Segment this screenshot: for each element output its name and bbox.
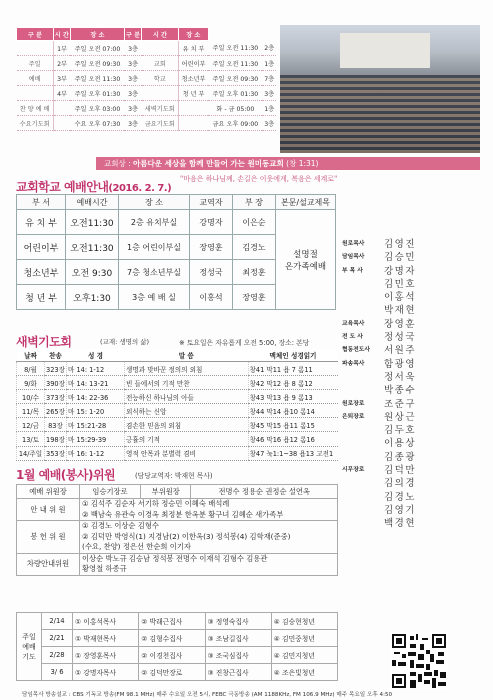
school-cell-place: 2층 유치부실: [119, 210, 190, 235]
dawn-row: [17, 446, 339, 460]
staff-role: [342, 424, 384, 437]
prayer-label: 주일 예배 기도: [17, 613, 42, 681]
staff-row: [342, 411, 482, 424]
dawn-cell-bible: 마 14: 13-21: [67, 376, 125, 390]
staff-name: 정서욱: [384, 371, 417, 383]
volunteer-row: [17, 521, 338, 554]
staff-name: 김민호: [384, 278, 417, 290]
congregation-rows: [280, 75, 480, 153]
service-cell: [178, 101, 208, 116]
service-cell: 1부: [53, 41, 70, 56]
staff-role: [342, 437, 384, 450]
staff-name: 김영기: [384, 504, 417, 516]
col-header: 본문/설교제목: [276, 195, 336, 210]
service-row: [17, 101, 277, 116]
dawn-cell-bible: 마 14: 1-12: [67, 362, 125, 376]
school-date: (2016. 2. 7.): [108, 183, 172, 194]
staff-row: [342, 504, 482, 517]
service-cell: [178, 116, 208, 131]
school-cell-head: 장영훈: [233, 285, 276, 310]
prayer-table: [16, 612, 338, 681]
service-cell: 수요 오후 07:30: [70, 116, 124, 131]
school-cell-pastor: 장영훈: [190, 235, 233, 260]
col-header: 시 간: [142, 28, 179, 41]
staff-name: 이홍석: [384, 292, 417, 304]
service-cell: 주일 오전 09:30: [70, 56, 124, 71]
school-sermon-cell: 설명절 온가족예배: [276, 210, 336, 310]
staff-name: 김영진: [384, 239, 417, 250]
service-cell: 3층: [124, 71, 141, 86]
staff-role: 원로목사: [342, 241, 365, 247]
staff-row: [342, 251, 482, 264]
dawn-row: [17, 362, 339, 376]
prayer-cell-c1: ① 박재현목사: [73, 630, 139, 647]
staff-role: [342, 517, 384, 530]
staff-row: [342, 265, 482, 278]
service-cell: 찬 양 예 배: [17, 101, 54, 116]
service-cell: 금요기도회: [142, 116, 179, 131]
dawn-cell-word: 영적 안목과 분별력 겸비: [125, 446, 249, 460]
service-cell: [53, 101, 70, 116]
staff-role: [342, 451, 384, 464]
service-cell: 유 치 부: [178, 41, 208, 56]
dawn-cell-date: 10/수: [17, 390, 45, 404]
staff-role: [342, 504, 384, 517]
dawn-note-2: ※ 토요일은 자유롭게 오전 5:00, 장소: 본당: [179, 339, 310, 347]
volunteer-row: [17, 499, 338, 521]
service-cell: 주일 오후 01:30: [208, 86, 262, 101]
school-cell-pastor: 강명자: [190, 210, 233, 235]
staff-row: [342, 464, 482, 477]
banner-ref: (창 1:31): [286, 159, 319, 168]
col-header: 예배 위원장: [17, 485, 80, 499]
service-cell: 예배: [17, 71, 54, 86]
school-cell-head: 이은순: [233, 210, 276, 235]
col-header: 찬송: [45, 349, 67, 362]
school-cell-place: 1층 어린이부실: [119, 235, 190, 260]
staff-row: [342, 424, 482, 437]
staff-name: 김의경: [384, 478, 417, 490]
service-row: [17, 86, 277, 101]
dawn-cell-date: 9/화: [17, 376, 45, 390]
school-cell-head: 김경노: [233, 235, 276, 260]
staff-name: 김두호: [384, 425, 417, 437]
service-cell: 주일 오후 03:00: [70, 101, 124, 116]
dawn-cell-date: 13/토: [17, 432, 45, 446]
staff-name: 장영훈: [384, 318, 417, 330]
dawn-cell-mc: 창45 막15 욥11 롬15: [248, 418, 338, 432]
service-cell: 학교: [142, 71, 179, 86]
service-cell: 3층: [124, 101, 141, 116]
service-cell: 주일 오전 09:30: [208, 71, 262, 86]
school-cell-place: 7층 청소년부실: [119, 260, 190, 285]
school-title: [16, 178, 171, 195]
dawn-cell-word: 외식하는 신앙: [125, 404, 249, 418]
staff-name: 서원주: [384, 345, 417, 357]
volunteer-label: 봉 헌 위 원: [17, 521, 80, 554]
staff-role: 교육목사: [342, 320, 365, 327]
service-schedule-table: [16, 27, 276, 131]
service-cell: 새벽기도회: [142, 101, 179, 116]
school-cell-time: 오전 9:30: [66, 260, 119, 285]
col-header: 날짜: [17, 349, 45, 362]
volunteer-row: [17, 553, 338, 575]
dawn-cell-bible: 마 15:29-39: [67, 432, 125, 446]
staff-role: 시무장로: [342, 467, 365, 474]
sanctuary-photo: [280, 25, 480, 153]
school-cell-dept: 유 치 부: [17, 210, 66, 235]
school-row: [17, 210, 336, 235]
service-row: [17, 56, 277, 71]
dawn-cell-hymn: 198장: [45, 432, 67, 446]
service-row: [17, 71, 277, 86]
dawn-cell-mc: 창44 막14 욥10 롬14: [248, 404, 338, 418]
school-cell-time: 오전11:30: [66, 210, 119, 235]
school-cell-dept: 어린이부: [17, 235, 66, 260]
dawn-row: [17, 418, 339, 432]
service-cell: 3층: [262, 116, 276, 131]
staff-row: [342, 344, 482, 357]
staff-role: 협동전도사: [342, 347, 370, 354]
volunteer-title: 1월 예배(봉사)위원: [16, 468, 116, 482]
prayer-cell-date: 2/21: [42, 630, 73, 647]
school-cell-pastor: 정성국: [190, 260, 233, 285]
school-worship-table: [16, 194, 336, 310]
staff-role: 파송목사: [342, 360, 365, 367]
volunteer-body: 이상순 박노규 김승남 정석봉 전명수 이재석 김형수 김용관 황영철 하종규: [80, 553, 338, 575]
staff-role: 부 목 사: [342, 267, 363, 274]
prayer-cell-c3: ③ 정영숙집사: [205, 613, 271, 630]
service-cell: 수요기도회: [17, 116, 54, 131]
staff-role: [342, 384, 384, 397]
dawn-note: (교재: 생명의 삶): [100, 338, 150, 346]
service-cell: [142, 41, 179, 56]
prayer-row: [17, 647, 338, 664]
staff-row: [342, 238, 482, 251]
service-cell: 청소년부: [178, 71, 208, 86]
volunteer-body: ① 김석주 김순자 서기하 정승민 이혜숙 배석례 ② 백남숙 유관숙 이경옥 최정분 한옥분 황구녀 김혜순 새가족부: [80, 499, 338, 521]
dawn-cell-word: 전능하신 하나님의 아들: [125, 390, 249, 404]
prayer-cell-date: 2/14: [42, 613, 73, 630]
dawn-cell-word: 생명과 맞바꾼 정의의 외침: [125, 362, 249, 376]
service-cell: 7층: [262, 71, 276, 86]
col-header: 장 소: [70, 28, 124, 41]
prayer-row: [17, 630, 338, 647]
dawn-cell-hymn: 323장: [45, 362, 67, 376]
dawn-row: [17, 390, 339, 404]
col-header: 구 분: [17, 28, 54, 41]
staff-row: [342, 384, 482, 397]
dawn-cell-hymn: 353장: [45, 446, 67, 460]
service-cell: 주일 오전 11:30: [208, 56, 262, 71]
staff-row: [342, 398, 482, 411]
prayer-cell-c3: ③ 조국심집사: [205, 647, 271, 664]
staff-name: 박종수: [384, 385, 417, 397]
staff-name: 정성국: [384, 332, 417, 344]
staff-role: [342, 291, 384, 304]
staff-name: 조준구: [384, 398, 417, 410]
dawn-cell-word: 빈 들에서의 기적 만찬: [125, 376, 249, 390]
staff-row: [342, 477, 482, 490]
dawn-cell-date: 12/금: [17, 418, 45, 432]
service-cell: 화 - 금 05:00: [208, 101, 262, 116]
staff-list: [342, 238, 482, 531]
school-cell-place: 3층 예 배 실: [119, 285, 190, 310]
dawn-cell-word: 겸손한 믿음의 외침: [125, 418, 249, 432]
service-cell: 3층: [124, 41, 141, 56]
service-cell: 교회: [142, 56, 179, 71]
service-row: [17, 41, 277, 56]
service-cell: 4부: [53, 86, 70, 101]
staff-role: 은퇴장로: [342, 413, 365, 420]
staff-name: 김승민: [384, 252, 417, 264]
dawn-cell-bible: 마 15: 1-20: [67, 404, 125, 418]
service-cell: 주일 오전 07:00: [70, 41, 124, 56]
dawn-cell-date: 14/주일: [17, 446, 45, 460]
staff-role: 원로장로: [342, 400, 365, 407]
staff-role: [342, 477, 384, 490]
service-cell: [53, 116, 70, 131]
col-header: 말 씀: [125, 349, 249, 362]
col-header: 장 소: [119, 195, 190, 210]
prayer-cell-date: 2/28: [42, 647, 73, 664]
staff-name: 김덕만: [384, 465, 417, 477]
service-cell: 주일 오전 11:30: [208, 41, 262, 56]
dawn-cell-date: 8/월: [17, 362, 45, 376]
dawn-cell-mc: 창43 막13 욥 9 롬13: [248, 390, 338, 404]
dawn-cell-hymn: 83장: [45, 418, 67, 432]
staff-row: [342, 304, 482, 317]
prayer-cell-c2: ② 김형수집사: [139, 630, 205, 647]
dawn-cell-hymn: 390장: [45, 376, 67, 390]
dawn-prayer-table: [16, 349, 338, 461]
service-cell: 청 년 부: [178, 86, 208, 101]
service-cell: 1층: [262, 56, 276, 71]
staff-role: [342, 278, 384, 291]
prayer-cell-c3: ③ 진창근집사: [205, 664, 271, 681]
dawn-cell-bible: 마 15:21-28: [67, 418, 125, 432]
school-cell-time: 오전11:30: [66, 235, 119, 260]
dawn-cell-mc: 창42 막12 욥 8 롬12: [248, 376, 338, 390]
staff-role: [342, 491, 384, 504]
motto-text: "마음은 하나님께, 손길은 이웃에게, 복음은 세계로": [180, 175, 338, 183]
staff-row: [342, 318, 482, 331]
col-header: 부 서: [17, 195, 66, 210]
prayer-cell-c4: ④ 조은빛청년: [271, 664, 337, 681]
staff-name: 이용상: [384, 438, 417, 450]
prayer-row: [17, 613, 338, 630]
service-cell: 3층: [124, 56, 141, 71]
service-cell: 주일 오후 01:30: [70, 86, 124, 101]
dawn-cell-bible: 마 16: 1-12: [67, 446, 125, 460]
volunteer-note: (담당교역자: 박재현 목사): [135, 472, 213, 480]
col-header: 부위원장: [141, 485, 191, 499]
volunteer-label: 차량안내위원: [17, 553, 80, 575]
prayer-cell-c2: ② 이경천집사: [139, 647, 205, 664]
service-cell: 3층: [124, 86, 141, 101]
dawn-cell-mc: 창46 막16 욥12 롬16: [248, 432, 338, 446]
church-motto-banner: [96, 157, 480, 170]
col-header: 임승기장로: [80, 485, 141, 499]
service-row: [17, 116, 277, 131]
service-cell: 3부: [53, 71, 70, 86]
staff-row: [342, 491, 482, 504]
col-header: 부 장: [233, 195, 276, 210]
col-header: 맥체인 성경읽기: [248, 349, 338, 362]
staff-row: [342, 371, 482, 384]
dawn-title: 새벽기도회: [16, 335, 72, 349]
staff-name: 김종광: [384, 451, 417, 463]
service-cell: 금요 오후 09:00: [208, 116, 262, 131]
prayer-cell-c4: ④ 김민지청년: [271, 647, 337, 664]
stage-area: [340, 33, 430, 68]
prayer-cell-c4: ④ 김승현청년: [271, 613, 337, 630]
staff-row: [342, 451, 482, 464]
broadcast-footer: 담임목사 방송설교 : CBS 기독교 방송(FM 98.1 MHz) 매주 수요일 오전 5시, FEBC 극동방송 (AM 1188KHz, FM 106.9 MHz) 매주 목요일 오후 4:50: [22, 692, 393, 698]
banner-label: 교회상 :: [104, 159, 131, 168]
service-cell: 주일: [17, 56, 54, 71]
dawn-row: [17, 376, 339, 390]
service-cell: 3층: [262, 86, 276, 101]
prayer-row: [17, 664, 338, 681]
service-cell: [17, 86, 54, 101]
dawn-cell-hymn: 265장: [45, 404, 67, 418]
school-title-text: 교회학교 예배안내: [16, 180, 109, 194]
prayer-cell-c2: ② 박래근집사: [139, 613, 205, 630]
school-cell-head: 최정훈: [233, 260, 276, 285]
service-cell: 2층: [262, 41, 276, 56]
prayer-cell-c1: ① 이홍석목사: [73, 613, 139, 630]
dawn-cell-date: 11/목: [17, 404, 45, 418]
col-header: 성 경: [67, 349, 125, 362]
volunteer-body: ① 김경노 이상순 김형수 ② 김덕만 박영식(1) 지경남(2) 이한옥(3) 정석봉(4) 김학재(준중) (수요, 찬양) 정은선 한순희 이기자: [80, 521, 338, 554]
volunteer-label: 안 내 위 원: [17, 499, 80, 521]
dawn-cell-hymn: 373장: [45, 390, 67, 404]
col-header: 교역자: [190, 195, 233, 210]
service-cell: 주일 오전 11:30: [70, 71, 124, 86]
prayer-cell-c1: ① 장영훈목사: [73, 647, 139, 664]
staff-name: 강명자: [384, 265, 417, 277]
staff-name: 함광영: [384, 358, 417, 370]
dawn-row: [17, 404, 339, 418]
service-cell: [142, 86, 179, 101]
staff-name: 김경노: [384, 491, 417, 503]
staff-row: [342, 331, 482, 344]
staff-row: [342, 437, 482, 450]
staff-row: [342, 517, 482, 530]
staff-name: 박재현: [384, 305, 417, 317]
banner-text: 아름다운 세상을 함께 만들어 가는 원미동교회: [133, 159, 284, 168]
dawn-cell-bible: 마 14: 22-36: [67, 390, 125, 404]
service-cell: 2부: [53, 56, 70, 71]
school-cell-dept: 청 년 부: [17, 285, 66, 310]
prayer-cell-date: 3/ 6: [42, 664, 73, 681]
prayer-cell-c3: ③ 조남길집사: [205, 630, 271, 647]
staff-row: [342, 358, 482, 371]
dawn-cell-mc: 창47 눅1:1~38 욥13 고전1: [248, 446, 338, 460]
qr-code-icon[interactable]: [390, 632, 448, 690]
staff-role: 전 도 사: [342, 334, 363, 341]
col-header: 시 간: [53, 28, 70, 41]
staff-row: [342, 291, 482, 304]
school-cell-pastor: 이홍석: [190, 285, 233, 310]
prayer-cell-c1: ① 강명자목사: [73, 664, 139, 681]
staff-name: 백경현: [384, 518, 417, 530]
staff-name: 원상근: [384, 411, 417, 423]
col-header: 예배시간: [66, 195, 119, 210]
dawn-cell-word: 긍휼의 기적: [125, 432, 249, 446]
service-cell: 어린이부: [178, 56, 208, 71]
school-cell-dept: 청소년부: [17, 260, 66, 285]
dawn-row: [17, 432, 339, 446]
staff-role: 담임목사: [342, 254, 365, 261]
service-cell: 1층: [262, 101, 276, 116]
service-cell: [17, 41, 54, 56]
dawn-cell-mc: 창41 막11 욥 7 롬11: [248, 362, 338, 376]
staff-row: [342, 278, 482, 291]
volunteer-table: [16, 484, 338, 576]
prayer-cell-c4: ④ 김민중청년: [271, 630, 337, 647]
service-cell: 3층: [124, 116, 141, 131]
staff-role: [342, 304, 384, 317]
school-cell-time: 오후1:30: [66, 285, 119, 310]
col-header: 구 분: [124, 28, 141, 41]
col-header: 전명수 정용순 권정순 설연옥: [191, 485, 338, 499]
prayer-cell-c2: ② 김덕만장로: [139, 664, 205, 681]
col-header: 장 소: [178, 28, 208, 41]
staff-role: [342, 371, 384, 384]
